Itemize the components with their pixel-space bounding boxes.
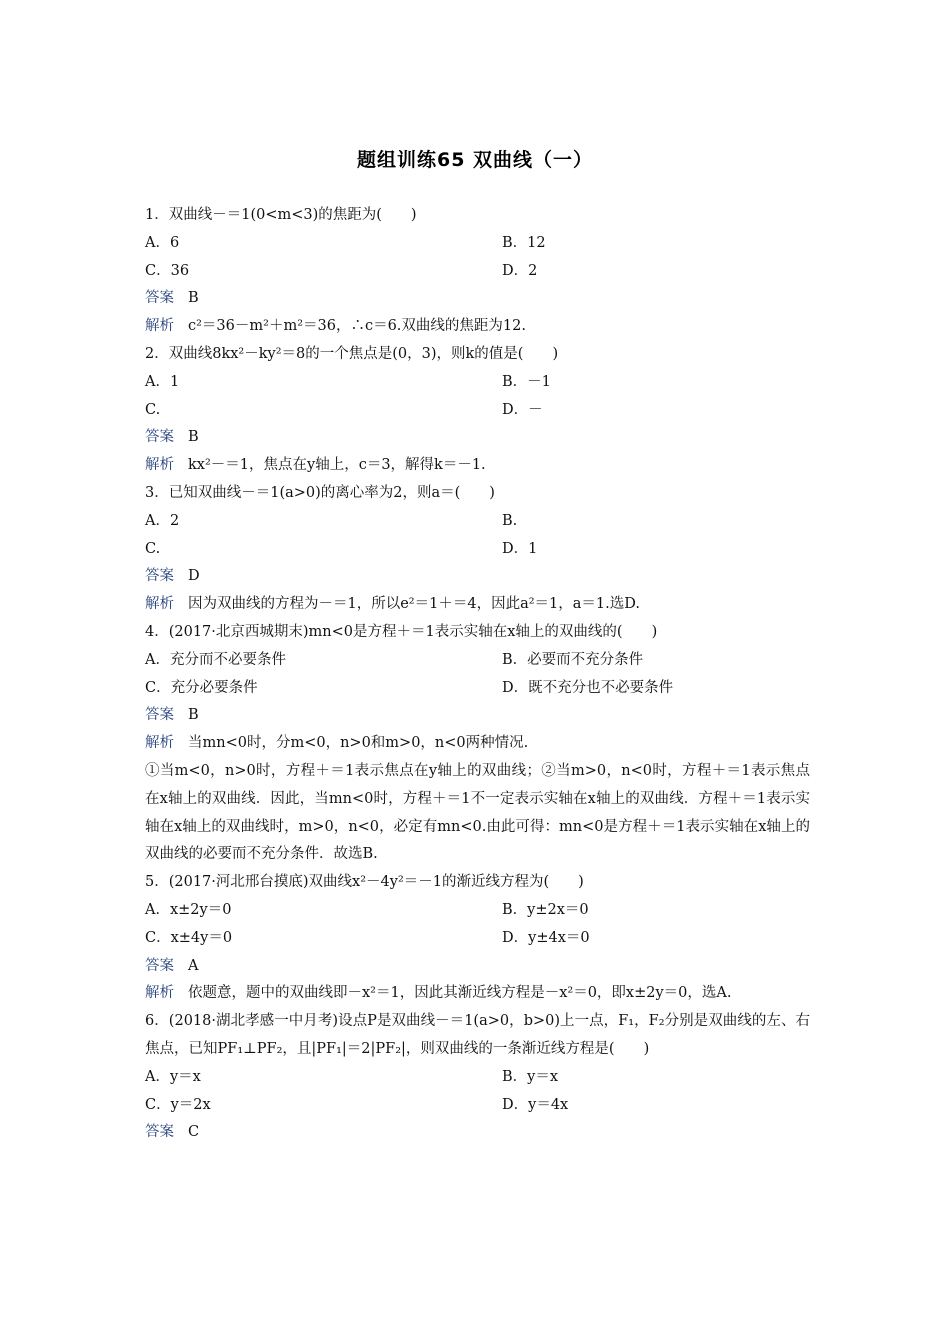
options-row — [145, 536, 810, 564]
answer-line — [145, 953, 810, 981]
options-row — [145, 258, 810, 286]
option-b: B．－1 — [502, 373, 551, 390]
analysis-text: 当mn<0时，分m<0，n>0和m>0，n<0两种情况. — [188, 735, 529, 752]
question-list — [145, 202, 810, 1147]
answer-value: C — [188, 1124, 200, 1141]
analysis-tag: 解析 — [145, 985, 174, 1002]
analysis-line — [145, 730, 810, 758]
question-stem: 2．双曲线8kx²－ky²＝8的一个焦点是(0，3)，则k的值是( ) — [145, 345, 559, 362]
option-a: A．2 — [145, 512, 180, 529]
option-a: A．1 — [145, 373, 180, 390]
answer-line — [145, 563, 810, 591]
answer-line — [145, 702, 810, 730]
option-a: A．x±2y＝0 — [145, 901, 232, 918]
options-row — [145, 925, 810, 953]
answer-tag: 答案 — [145, 290, 174, 307]
answer-line — [145, 1119, 810, 1147]
analysis-text: 因为双曲线的方程为－＝1，所以e²＝1＋＝4，因此a²＝1，a＝1.选D. — [188, 596, 640, 613]
option-b: B. — [502, 512, 518, 529]
question-stem: 1．双曲线－＝1(0<m<3)的焦距为( ) — [145, 207, 417, 223]
answer-tag: 答案 — [145, 429, 174, 446]
option-c: C. — [145, 540, 161, 557]
answer-line — [145, 424, 810, 452]
option-d: D．1 — [502, 540, 538, 557]
answer-value: B — [188, 707, 199, 724]
analysis-line — [145, 452, 810, 480]
analysis-tag: 解析 — [145, 318, 174, 335]
answer-value: A — [188, 957, 199, 974]
option-c: C．充分必要条件 — [145, 679, 258, 696]
analysis-paragraph: ①当m<0，n>0时，方程＋＝1表示焦点在y轴上的双曲线；②当m>0，n<0时，方程＋＝1表示焦点在x轴上的双曲线．因此，当mn<0时，方程＋＝1不一定表示实轴在x轴上的双曲线．方程＋＝1表示实轴在x轴上的双曲线时，m>0，n<0，必定有mn<0.由此可得：mn<0是方程＋＝1表示实轴在x轴上的双曲线的必要而不充分条件．故选B. — [145, 762, 810, 863]
options-row — [145, 1064, 810, 1092]
options-row — [145, 397, 810, 425]
options-row — [145, 508, 810, 536]
option-b: B．必要而不充分条件 — [502, 651, 644, 668]
option-c: C．36 — [145, 262, 190, 279]
option-c: C．x±4y＝0 — [145, 929, 233, 946]
analysis-line — [145, 980, 810, 1008]
option-d: D．y＝4x — [502, 1096, 569, 1113]
answer-tag: 答案 — [145, 957, 174, 974]
option-a: A．6 — [145, 234, 180, 251]
option-b: B．12 — [502, 234, 546, 251]
answer-value: D — [188, 568, 200, 585]
question-stem: 3．已知双曲线－＝1(a>0)的离心率为2，则a＝( ) — [145, 484, 495, 501]
options-row — [145, 897, 810, 925]
options-row — [145, 369, 810, 397]
option-d: D．既不充分也不必要条件 — [502, 679, 674, 696]
analysis-tag: 解析 — [145, 457, 174, 474]
option-d: D．－ — [502, 401, 543, 418]
options-row — [145, 647, 810, 675]
answer-tag: 答案 — [145, 707, 174, 724]
page-title: 题组训练65 双曲线（一） — [356, 149, 594, 171]
option-a: A．y＝x — [145, 1068, 201, 1085]
analysis-line — [145, 591, 810, 619]
options-row — [145, 1092, 810, 1120]
option-a: A．充分而不必要条件 — [145, 651, 286, 668]
analysis-text: kx²－＝1，焦点在y轴上，c＝3，解得k＝－1. — [188, 457, 486, 474]
option-c: C. — [145, 401, 161, 418]
analysis-tag: 解析 — [145, 596, 174, 613]
question-stem: 4．(2017·北京西城期末)mn<0是方程＋＝1表示实轴在x轴上的双曲线的( ) — [145, 623, 658, 640]
option-d: D．y±4x＝0 — [502, 929, 590, 946]
analysis-text: 依题意，题中的双曲线即－x²＝1，因此其渐近线方程是－x²＝0，即x±2y＝0，选A. — [188, 985, 732, 1002]
analysis-text: c²＝36－m²＋m²＝36，∴c＝6.双曲线的焦距为12. — [188, 318, 526, 335]
option-b: B．y＝x — [502, 1068, 559, 1085]
answer-line — [145, 285, 810, 313]
option-b: B．y±2x＝0 — [502, 901, 589, 918]
options-row — [145, 675, 810, 703]
analysis-tag: 解析 — [145, 735, 174, 752]
option-d: D．2 — [502, 262, 538, 279]
option-c: C．y＝2x — [145, 1096, 211, 1113]
answer-tag: 答案 — [145, 568, 174, 585]
answer-value: B — [188, 429, 199, 446]
question-stem: 5．(2017·河北邢台摸底)双曲线x²－4y²＝－1的渐近线方程为( ) — [145, 874, 584, 891]
analysis-line — [145, 313, 810, 341]
answer-tag: 答案 — [145, 1124, 174, 1141]
answer-value: B — [188, 290, 199, 307]
question-stem: 6．(2018·湖北孝感一中月考)设点P是双曲线－＝1(a>0，b>0)上一点，F₁，F₂分别是双曲线的左、右焦点，已知PF₁⊥PF₂，且|PF₁|＝2|PF₂|，则双曲线的一条渐近线方程是( ) — [145, 1013, 810, 1057]
options-row — [145, 230, 810, 258]
